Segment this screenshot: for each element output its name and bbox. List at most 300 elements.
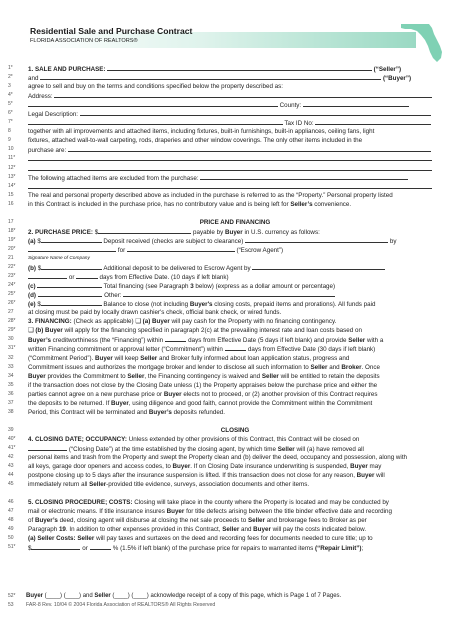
line-text [28, 200, 442, 209]
line-number: 3 [8, 83, 11, 90]
clause-text: creditworthiness (the “Financing”) within [50, 337, 165, 345]
line-number: 47 [8, 508, 14, 515]
clause-text: The following attached items are excluded from the purchase: [28, 174, 201, 182]
clause-text: and [327, 363, 342, 371]
line-number: 41* [8, 444, 16, 451]
line-text [28, 543, 442, 553]
contract-line [0, 263, 474, 272]
clause-text: below) (express as a dollar amount or percentage) [193, 283, 336, 291]
contract-line [0, 91, 474, 100]
clause-text: if the transaction does not close by the Closing Date unless (1) the Property appraises below the purchase price and either the [28, 381, 378, 389]
clause-text: . If on Closing Date insurance underwriting is suspended, [190, 463, 351, 471]
clause-text: . In addition to other expenses provided in this Contract, [65, 526, 223, 534]
bold-term: Broker [341, 363, 362, 371]
clause-text: of [28, 517, 35, 525]
contract-line [0, 498, 474, 507]
line-text [28, 308, 442, 317]
contract-line [0, 507, 474, 516]
fill-in-blank[interactable] [28, 245, 116, 252]
line-text [28, 516, 442, 525]
contract-line [0, 326, 474, 335]
clause-text: (“Closing Date”) at the time established by the closing agent, by which time [67, 445, 278, 453]
clause-text: ; [361, 545, 364, 553]
line-text [28, 218, 442, 227]
contract-line [0, 444, 474, 453]
clause-text: $ [35, 301, 41, 309]
contract-line [0, 354, 474, 363]
clause-text: the deposits to be returned. If [28, 399, 112, 407]
clause-text: mail or electronic means. If title insurance insures [28, 508, 167, 516]
contract-line [0, 471, 474, 480]
fill-in-blank[interactable] [28, 154, 432, 161]
bold-term: Seller [261, 372, 279, 380]
line-number: 36 [8, 390, 14, 397]
contract-line [0, 145, 474, 154]
clause-text: and brokerage fees to Broker as per [264, 517, 367, 525]
fill-in-blank[interactable] [315, 118, 431, 125]
line-number: 48 [8, 517, 14, 524]
fill-in-blank[interactable] [98, 227, 191, 234]
clause-text: Commitment issues and authorizes the mortgage broker and lender to disclose all such information to [28, 363, 311, 371]
bold-term: (d) [28, 292, 36, 300]
fill-in-blank[interactable] [225, 344, 247, 351]
copyright-text: FAR-8 Rev. 10/04 © 2004 Florida Association of REALTORS® All Rights Reserved [26, 602, 216, 608]
contract-line [0, 363, 474, 372]
line-text [28, 426, 442, 435]
clause-text: Paragraph [28, 526, 59, 534]
bold-term: Seller’s [290, 200, 313, 208]
line-number: 39 [8, 426, 14, 433]
fill-in-blank[interactable] [80, 109, 431, 116]
bold-term: (a) [28, 237, 36, 245]
bold-term: 2. PURCHASE PRICE: [28, 228, 93, 236]
bold-term: Seller [222, 526, 240, 534]
contract-line [0, 399, 474, 408]
line-text [28, 381, 442, 390]
fill-in-blank[interactable] [54, 91, 431, 98]
clause-text: written Financing commitment or approval letter (“Commitment”) within [28, 346, 225, 354]
line-number: 52* [8, 593, 16, 599]
bold-term: Buyer [356, 472, 375, 480]
contract-line [0, 290, 474, 299]
contract-line [0, 299, 474, 308]
contract-line [0, 417, 474, 426]
clause-text: deposits refunded. [171, 408, 226, 416]
bold-term: Seller [247, 517, 265, 525]
line-number: 17 [8, 218, 14, 225]
contract-line [0, 182, 474, 191]
clause-text: postpone closing up to 5 days after the insurance suspension is lifted. If this transaction does not close for any reason, [28, 472, 357, 480]
clause-text: may [367, 463, 382, 471]
clause-text: Other: [102, 292, 124, 300]
fill-in-blank[interactable] [68, 145, 431, 152]
form-header [26, 20, 446, 56]
bold-term: 3 [190, 283, 194, 291]
clause-text: immediately return all [28, 481, 90, 489]
fill-in-blank[interactable] [37, 281, 102, 288]
line-number: 30 [8, 336, 14, 343]
clause-text: $ [28, 545, 32, 553]
seller-initials[interactable]: (____) (____) acknowledge receipt of a copy of this page, which is Page 1 of 7 Pages. [110, 593, 342, 599]
clause-text: all keys, garage door openers and access codes, to [28, 463, 173, 471]
line-number: 7* [8, 119, 13, 126]
fill-in-blank[interactable] [41, 263, 102, 270]
line-number: 15 [8, 191, 14, 198]
clause-text: and Broker fully informed about loan application status, progress and [157, 354, 350, 362]
seller-label: Seller [94, 593, 111, 599]
clause-text: Legal Description: [28, 111, 80, 119]
bold-term: Seller [310, 363, 328, 371]
contract-line [0, 543, 474, 552]
bold-term: Seller [89, 481, 107, 489]
clause-text: will pay the costs indicated below. [270, 526, 367, 534]
fill-in-blank[interactable] [123, 290, 335, 297]
contract-line [0, 372, 474, 381]
clause-text: will be entitled to retain the deposits [278, 372, 380, 380]
clause-text: Balance to close (not including [101, 301, 190, 309]
bold-term: Seller [127, 372, 145, 380]
fill-in-blank[interactable] [31, 543, 80, 550]
contract-line [0, 462, 474, 471]
bold-term: Seller [140, 354, 158, 362]
clause-text: days from Effective Date (5 days if left blank) and provide [186, 337, 349, 345]
line-number: 49 [8, 526, 14, 533]
fill-in-blank[interactable] [41, 236, 102, 243]
contract-line [0, 516, 474, 525]
clause-text: purchase are: [28, 147, 68, 155]
contract-line [0, 173, 474, 182]
line-number: 40* [8, 435, 16, 442]
contract-line [0, 453, 474, 462]
fill-in-blank[interactable] [28, 100, 278, 107]
line-number: 9 [8, 137, 11, 144]
fill-in-blank[interactable] [41, 299, 102, 306]
contract-line [0, 489, 474, 498]
clause-text: closing costs, prepaid items and prorations). All funds paid [212, 301, 376, 309]
contract-line [0, 164, 474, 173]
contract-line [0, 408, 474, 417]
line-text [28, 525, 442, 534]
form-subtitle: FLORIDA ASSOCIATION OF REALTORS® [30, 38, 138, 44]
contract-line [0, 426, 474, 435]
bold-term: CLOSING [220, 426, 250, 434]
bold-term: (e) [28, 301, 36, 309]
contract-line [0, 272, 474, 281]
bold-term: Buyer’s [28, 337, 51, 345]
clause-text: will [374, 472, 385, 480]
line-number: 22* [8, 264, 16, 271]
clause-text: Additional deposit to be delivered to Escrow Agent by [101, 265, 253, 273]
contract-line [0, 534, 474, 543]
clause-text: for [116, 246, 127, 254]
clause-text: . Once [361, 363, 380, 371]
line-number: 14* [8, 182, 16, 189]
line-text [28, 326, 442, 335]
contract-line [0, 227, 474, 236]
bold-term: 5. CLOSING PROCEDURE; COSTS: [28, 499, 133, 507]
clause-text: will apply for the financing specified in paragraph 2(c) at the prevailing interest rate and loan costs based on [62, 327, 362, 335]
clause-text: days from Effective Date (30 days if left blank) [246, 346, 376, 354]
line-number: 10 [8, 146, 14, 153]
contract-line [0, 335, 474, 344]
bold-term: (a) Seller Costs: Seller [28, 535, 95, 543]
bold-term: 1. SALE AND PURCHASE: [28, 66, 108, 73]
line-number: 27 [8, 309, 14, 316]
line-number: 18* [8, 227, 16, 234]
bold-term: Buyer [166, 508, 185, 516]
fill-in-blank[interactable] [28, 164, 432, 171]
line-number: 45 [8, 481, 14, 488]
line-number: 38 [8, 408, 14, 415]
bold-term: Seller [348, 337, 366, 345]
clause-text: Period, this Contract will be terminated and [28, 408, 149, 416]
clause-text: Tax ID No: [282, 120, 316, 128]
contract-line [0, 200, 474, 209]
line-text [28, 471, 442, 480]
form-copyright [8, 601, 448, 609]
contract-line [0, 109, 474, 118]
line-text [28, 191, 442, 200]
line-number: 28* [8, 318, 16, 325]
contract-line [0, 525, 474, 534]
buyer-initials[interactable]: (____) (____) and [43, 593, 95, 599]
fill-in-blank[interactable] [252, 263, 384, 270]
clause-text: Closing will take place in the county where the Property is located and may be conducted by [132, 499, 389, 507]
clause-text: agree to sell and buy on the terms and conditions specified below the property described as: [28, 83, 284, 91]
fill-in-blank[interactable] [303, 100, 409, 107]
line-number: 2* [8, 74, 13, 81]
bold-term: Seller [277, 445, 295, 453]
clause-text: payable by [191, 228, 225, 236]
line-text [28, 507, 442, 516]
clause-text: provides the Commitment to [45, 372, 128, 380]
fill-in-blank[interactable] [245, 236, 388, 243]
bold-term: Buyer [28, 372, 46, 380]
clause-text: fixtures, attached wall-to-wall carpeting, rods, draperies and other window coverings. The only other items included in the [28, 137, 363, 145]
fill-in-blank[interactable] [90, 543, 112, 550]
contract-line [0, 245, 474, 254]
clause-text: days from Effective Date. (10 days if left blank) [97, 274, 229, 282]
clause-text: will pay cash for the Property with no financing contingency. [169, 318, 337, 326]
form-title: Residential Sale and Purchase Contract [30, 26, 193, 36]
bold-term: (b) [28, 265, 36, 273]
bold-term: (b) Buyer [35, 327, 63, 335]
contract-line [0, 480, 474, 489]
clause-text: $ [92, 228, 99, 236]
bold-term: Buyer [224, 228, 243, 236]
line-number: 51* [8, 544, 16, 551]
line-text [28, 408, 442, 417]
bold-term: Buyer's [189, 301, 213, 309]
clause-text: at closing must be paid by locally drawn cashier's check, official bank check, or wired funds. [28, 309, 282, 317]
line-number: 1* [8, 65, 13, 71]
clause-text: will (a) have removed all [294, 445, 364, 453]
fill-in-blank[interactable] [28, 444, 67, 451]
line-number: 13* [8, 173, 16, 180]
bold-term: 19 [58, 526, 66, 534]
contract-line [0, 254, 474, 263]
contract-line [0, 317, 474, 326]
line-text [28, 354, 442, 363]
receipt-acknowledgement [8, 592, 448, 601]
bold-term: Buyer [350, 463, 368, 471]
bold-term: Buyer [95, 354, 113, 362]
line-number: 23* [8, 273, 16, 280]
clause-text: parties cannot agree on a new purchase price or [28, 390, 164, 398]
bold-term: 3. FINANCING: [28, 318, 72, 326]
contract-line [0, 308, 474, 317]
line-text [28, 254, 442, 263]
line-number: 11* [8, 155, 16, 162]
bold-term: PRICE AND FINANCING [199, 218, 271, 226]
line-text [28, 317, 442, 326]
contract-line [0, 118, 474, 127]
fill-in-blank[interactable] [28, 118, 283, 125]
line-number: 33 [8, 363, 14, 370]
contract-line [0, 82, 474, 91]
contract-line [0, 73, 474, 82]
page-footer [8, 592, 448, 609]
fill-in-blank[interactable] [165, 335, 187, 342]
fill-in-blank[interactable] [28, 272, 67, 279]
fill-in-blank[interactable] [76, 272, 98, 279]
clause-text: for title defects arising between the title binder effective date and recording [184, 508, 392, 516]
line-number: 35 [8, 381, 14, 388]
line-number: 12* [8, 164, 16, 171]
contract-line [0, 344, 474, 353]
clause-text: (“Commitment Period”). [28, 354, 96, 362]
line-number: 24* [8, 282, 16, 289]
contract-line [0, 154, 474, 163]
fill-in-blank[interactable] [28, 182, 432, 189]
clause-text: or [80, 545, 90, 553]
clause-text: $ [35, 265, 42, 273]
clause-text: Deposit received (checks are subject to clearance) [101, 237, 246, 245]
line-number: 20* [8, 245, 16, 252]
clause-text: will keep [112, 354, 141, 362]
clause-text: , the Financing contingency is waived and [144, 372, 262, 380]
contract-line [0, 209, 474, 218]
line-number: 6* [8, 110, 13, 117]
clause-text: in this Contract is included in the purchase price, has no contributory value and is being left for [28, 200, 291, 208]
line-number: 8 [8, 128, 11, 135]
clause-text: % (1.5% if left blank) of the purchase price for repairs to warranted items [111, 545, 315, 553]
bold-term: (c) [28, 283, 36, 291]
line-text [28, 462, 442, 471]
contract-line [0, 218, 474, 227]
contract-line [0, 281, 474, 290]
clause-text: $ [35, 237, 41, 245]
bold-term: Buyer [253, 526, 271, 534]
contract-line [0, 191, 474, 200]
line-number: 16 [8, 200, 14, 207]
contract-body [0, 64, 474, 553]
contract-line [0, 64, 474, 73]
line-number: 4* [8, 92, 13, 99]
florida-map-icon [399, 20, 447, 64]
bold-term: (“Seller”) [371, 66, 402, 73]
clause-text: ❑ [28, 327, 36, 335]
bold-term: Buyer [111, 399, 129, 407]
line-number: 44 [8, 472, 14, 479]
clause-text: Signature Name of Company [28, 255, 90, 261]
line-text [28, 372, 442, 381]
contract-line [0, 136, 474, 145]
line-text [28, 498, 442, 507]
clause-text: , using diligence and good faith, cannot provide the Commitment within the Commitment [128, 399, 373, 407]
clause-text: (Check as applicable) ❑ [71, 318, 143, 326]
clause-text: convenience. [312, 200, 352, 208]
line-number: 21 [8, 254, 14, 261]
buyer-label: Buyer [26, 593, 44, 599]
clause-text: together with all improvements and attached items, including fixtures, built-in furnishings, built-in appliances, ceiling fans, light [28, 128, 375, 136]
clause-text: with a [365, 337, 384, 345]
clause-text: by [388, 237, 397, 245]
clause-text: deed, closing agent will disburse at closing the net sale proceeds to [57, 517, 248, 525]
line-number: 43 [8, 463, 14, 470]
fill-in-blank[interactable] [127, 245, 235, 252]
line-number: 25* [8, 291, 16, 298]
line-number: 29* [8, 327, 16, 334]
line-number: 19* [8, 236, 16, 243]
bold-term: Buyer [172, 463, 191, 471]
clause-text: elects not to proceed, or (2) another provision of this Contract requires [181, 390, 378, 398]
clause-text: -provided title evidence, surveys, association documents and other items. [106, 481, 310, 489]
bold-term: 4. CLOSING DATE; OCCUPANCY: [28, 435, 127, 443]
line-number: 46 [8, 499, 14, 506]
clause-text: Address: [28, 93, 55, 101]
clause-text: (“Escrow Agent”) [234, 246, 284, 254]
contract-line [0, 390, 474, 399]
clause-text: in U.S. currency as follows: [242, 228, 320, 236]
fill-in-blank[interactable] [107, 64, 372, 71]
line-text [28, 399, 442, 408]
line-text [28, 390, 442, 399]
line-text [28, 136, 442, 145]
bold-term: (“Buyer”) [381, 75, 412, 83]
bold-term: (“Repair Limit”) [314, 545, 362, 553]
line-text [28, 127, 442, 136]
line-number: 31* [8, 345, 16, 352]
line-text [28, 480, 442, 489]
clause-text: and [239, 526, 254, 534]
line-number: 50 [8, 535, 14, 542]
contract-line [0, 127, 474, 136]
contract-line [0, 100, 474, 109]
line-number: 26* [8, 300, 16, 307]
line-text [28, 435, 442, 444]
line-text [28, 82, 442, 91]
clause-text: Unless extended by other provisions of this Contract, this Contract will be closed on [126, 435, 360, 443]
clause-text: County: [277, 102, 303, 110]
line-text [28, 453, 442, 462]
contract-line [0, 435, 474, 444]
line-number: 34 [8, 372, 14, 379]
fill-in-blank[interactable] [38, 290, 103, 297]
clause-text: and [28, 75, 41, 83]
fill-in-blank[interactable] [40, 73, 381, 80]
line-number: 32 [8, 354, 14, 361]
fill-in-blank[interactable] [200, 173, 408, 180]
clause-text: Total financing (see Paragraph [102, 283, 191, 291]
contract-line [0, 236, 474, 245]
bold-term: (a) Buyer [142, 318, 170, 326]
line-text [28, 363, 442, 372]
bold-term: Buyer [163, 390, 182, 398]
line-text [28, 534, 442, 543]
line-number: 53 [8, 602, 14, 608]
clause-text: The real and personal property described above as included in the purchase is referred to as the “Property.” Personal property listed [28, 191, 393, 199]
